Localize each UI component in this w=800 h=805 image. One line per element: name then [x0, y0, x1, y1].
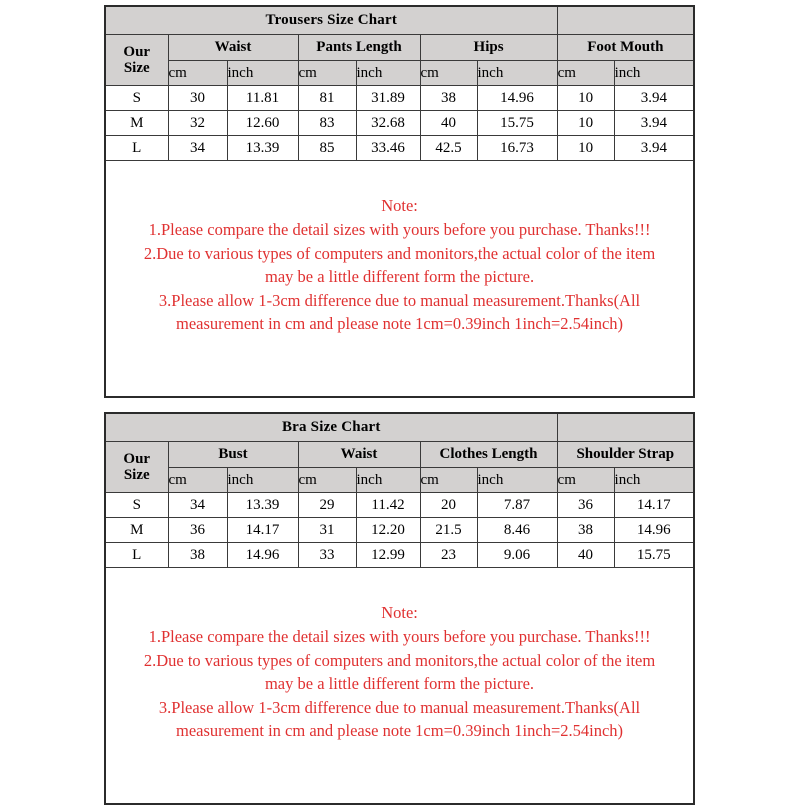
title-row-filler	[557, 413, 694, 442]
note-line-2-cont: may be a little different form the picture.	[264, 674, 535, 694]
unit-header-cm: cm	[298, 61, 356, 86]
unit-header-row	[105, 468, 694, 493]
cell-value: 20	[420, 493, 477, 518]
cell-value: 14.96	[477, 86, 557, 111]
cell-value: 38	[557, 518, 614, 543]
table-row	[105, 518, 694, 543]
cell-value: 30	[168, 86, 227, 111]
our-size-label-line1: Our	[123, 43, 151, 60]
bra-size-table	[104, 412, 695, 805]
chart-title: Bra Size Chart	[105, 413, 557, 442]
cell-value: 10	[557, 86, 614, 111]
note-line-3-cont: measurement in cm and please note 1cm=0.39inch 1inch=2.54inch)	[176, 314, 624, 334]
note-line-3: 3.Please allow 1-3cm difference due to manual measurement.Thanks(All	[158, 697, 641, 717]
row-size-label: M	[105, 518, 168, 543]
note-line-2-cont: may be a little different form the picture.	[264, 267, 535, 287]
row-size-label: L	[105, 543, 168, 568]
group-header-clothes-length: Clothes Length	[420, 442, 557, 468]
table-row	[105, 111, 694, 136]
chart-title: Trousers Size Chart	[105, 6, 557, 35]
cell-value: 15.75	[477, 111, 557, 136]
table-row	[105, 543, 694, 568]
note-line-2: 2.Due to various types of computers and monitors,the actual color of the item	[143, 243, 656, 263]
cell-value: 38	[168, 543, 227, 568]
unit-header-cm: cm	[168, 468, 227, 493]
cell-value: 36	[557, 493, 614, 518]
cell-value: 42.5	[420, 136, 477, 161]
cell-value: 3.94	[614, 111, 694, 136]
cell-value: 40	[557, 543, 614, 568]
cell-value: 31.89	[356, 86, 420, 111]
cell-value: 3.94	[614, 136, 694, 161]
cell-value: 13.39	[227, 136, 298, 161]
cell-value: 12.20	[356, 518, 420, 543]
cell-value: 16.73	[477, 136, 557, 161]
our-size-header	[105, 442, 168, 493]
unit-header-cm: cm	[168, 61, 227, 86]
cell-value: 10	[557, 136, 614, 161]
cell-value: 15.75	[614, 543, 694, 568]
unit-header-cm: cm	[420, 468, 477, 493]
table-row	[105, 136, 694, 161]
group-header-bust: Bust	[168, 442, 298, 468]
cell-value: 7.87	[477, 493, 557, 518]
unit-header-inch: inch	[477, 61, 557, 86]
trousers-size-chart-block	[104, 5, 693, 398]
note-line-2: 2.Due to various types of computers and monitors,the actual color of the item	[143, 650, 656, 670]
note-row	[105, 568, 694, 805]
cell-value: 14.96	[227, 543, 298, 568]
chart-title-row	[105, 6, 694, 35]
group-header-hips: Hips	[420, 35, 557, 61]
cell-value: 12.60	[227, 111, 298, 136]
cell-value: 38	[420, 86, 477, 111]
cell-value: 14.96	[614, 518, 694, 543]
cell-value: 40	[420, 111, 477, 136]
group-header-row	[105, 35, 694, 61]
cell-value: 9.06	[477, 543, 557, 568]
cell-value: 14.17	[614, 493, 694, 518]
note-line-1: 1.Please compare the detail sizes with yours before you purchase. Thanks!!!	[148, 220, 651, 240]
cell-value: 34	[168, 136, 227, 161]
cell-value: 83	[298, 111, 356, 136]
unit-header-inch: inch	[227, 468, 298, 493]
our-size-header	[105, 35, 168, 86]
cell-value: 14.17	[227, 518, 298, 543]
unit-header-cm: cm	[557, 61, 614, 86]
note-block	[105, 568, 694, 805]
note-line-3: 3.Please allow 1-3cm difference due to manual measurement.Thanks(All	[158, 290, 641, 310]
bra-size-chart-block	[104, 412, 693, 805]
note-block	[105, 161, 694, 398]
cell-value: 36	[168, 518, 227, 543]
table-row	[105, 493, 694, 518]
cell-value: 33	[298, 543, 356, 568]
group-header-waist: Waist	[298, 442, 420, 468]
note-heading: Note:	[381, 603, 418, 622]
row-size-label: S	[105, 493, 168, 518]
group-header-pants-length: Pants Length	[298, 35, 420, 61]
cell-value: 11.42	[356, 493, 420, 518]
cell-value: 33.46	[356, 136, 420, 161]
cell-value: 11.81	[227, 86, 298, 111]
unit-header-inch: inch	[356, 468, 420, 493]
unit-header-cm: cm	[557, 468, 614, 493]
group-header-waist: Waist	[168, 35, 298, 61]
cell-value: 10	[557, 111, 614, 136]
cell-value: 8.46	[477, 518, 557, 543]
unit-header-row	[105, 61, 694, 86]
title-row-filler	[557, 6, 694, 35]
cell-value: 12.99	[356, 543, 420, 568]
our-size-label-line1: Our	[123, 450, 151, 467]
unit-header-inch: inch	[614, 61, 694, 86]
table-row	[105, 86, 694, 111]
unit-header-inch: inch	[477, 468, 557, 493]
row-size-label: M	[105, 111, 168, 136]
group-header-shoulder-strap: Shoulder Strap	[557, 442, 694, 468]
cell-value: 29	[298, 493, 356, 518]
row-size-label: S	[105, 86, 168, 111]
cell-value: 31	[298, 518, 356, 543]
cell-value: 32	[168, 111, 227, 136]
our-size-label-line2: Size	[123, 467, 150, 483]
note-heading: Note:	[381, 196, 418, 215]
note-line-1: 1.Please compare the detail sizes with yours before you purchase. Thanks!!!	[148, 627, 651, 647]
our-size-label-line2: Size	[123, 60, 150, 76]
unit-header-inch: inch	[614, 468, 694, 493]
note-row	[105, 161, 694, 398]
cell-value: 21.5	[420, 518, 477, 543]
cell-value: 32.68	[356, 111, 420, 136]
group-header-foot-mouth: Foot Mouth	[557, 35, 694, 61]
group-header-row	[105, 442, 694, 468]
unit-header-cm: cm	[420, 61, 477, 86]
cell-value: 23	[420, 543, 477, 568]
cell-value: 3.94	[614, 86, 694, 111]
unit-header-cm: cm	[298, 468, 356, 493]
unit-header-inch: inch	[356, 61, 420, 86]
cell-value: 34	[168, 493, 227, 518]
note-line-3-cont: measurement in cm and please note 1cm=0.39inch 1inch=2.54inch)	[176, 721, 624, 741]
chart-title-row	[105, 413, 694, 442]
cell-value: 81	[298, 86, 356, 111]
row-size-label: L	[105, 136, 168, 161]
cell-value: 85	[298, 136, 356, 161]
unit-header-inch: inch	[227, 61, 298, 86]
trousers-size-table	[104, 5, 695, 398]
cell-value: 13.39	[227, 493, 298, 518]
